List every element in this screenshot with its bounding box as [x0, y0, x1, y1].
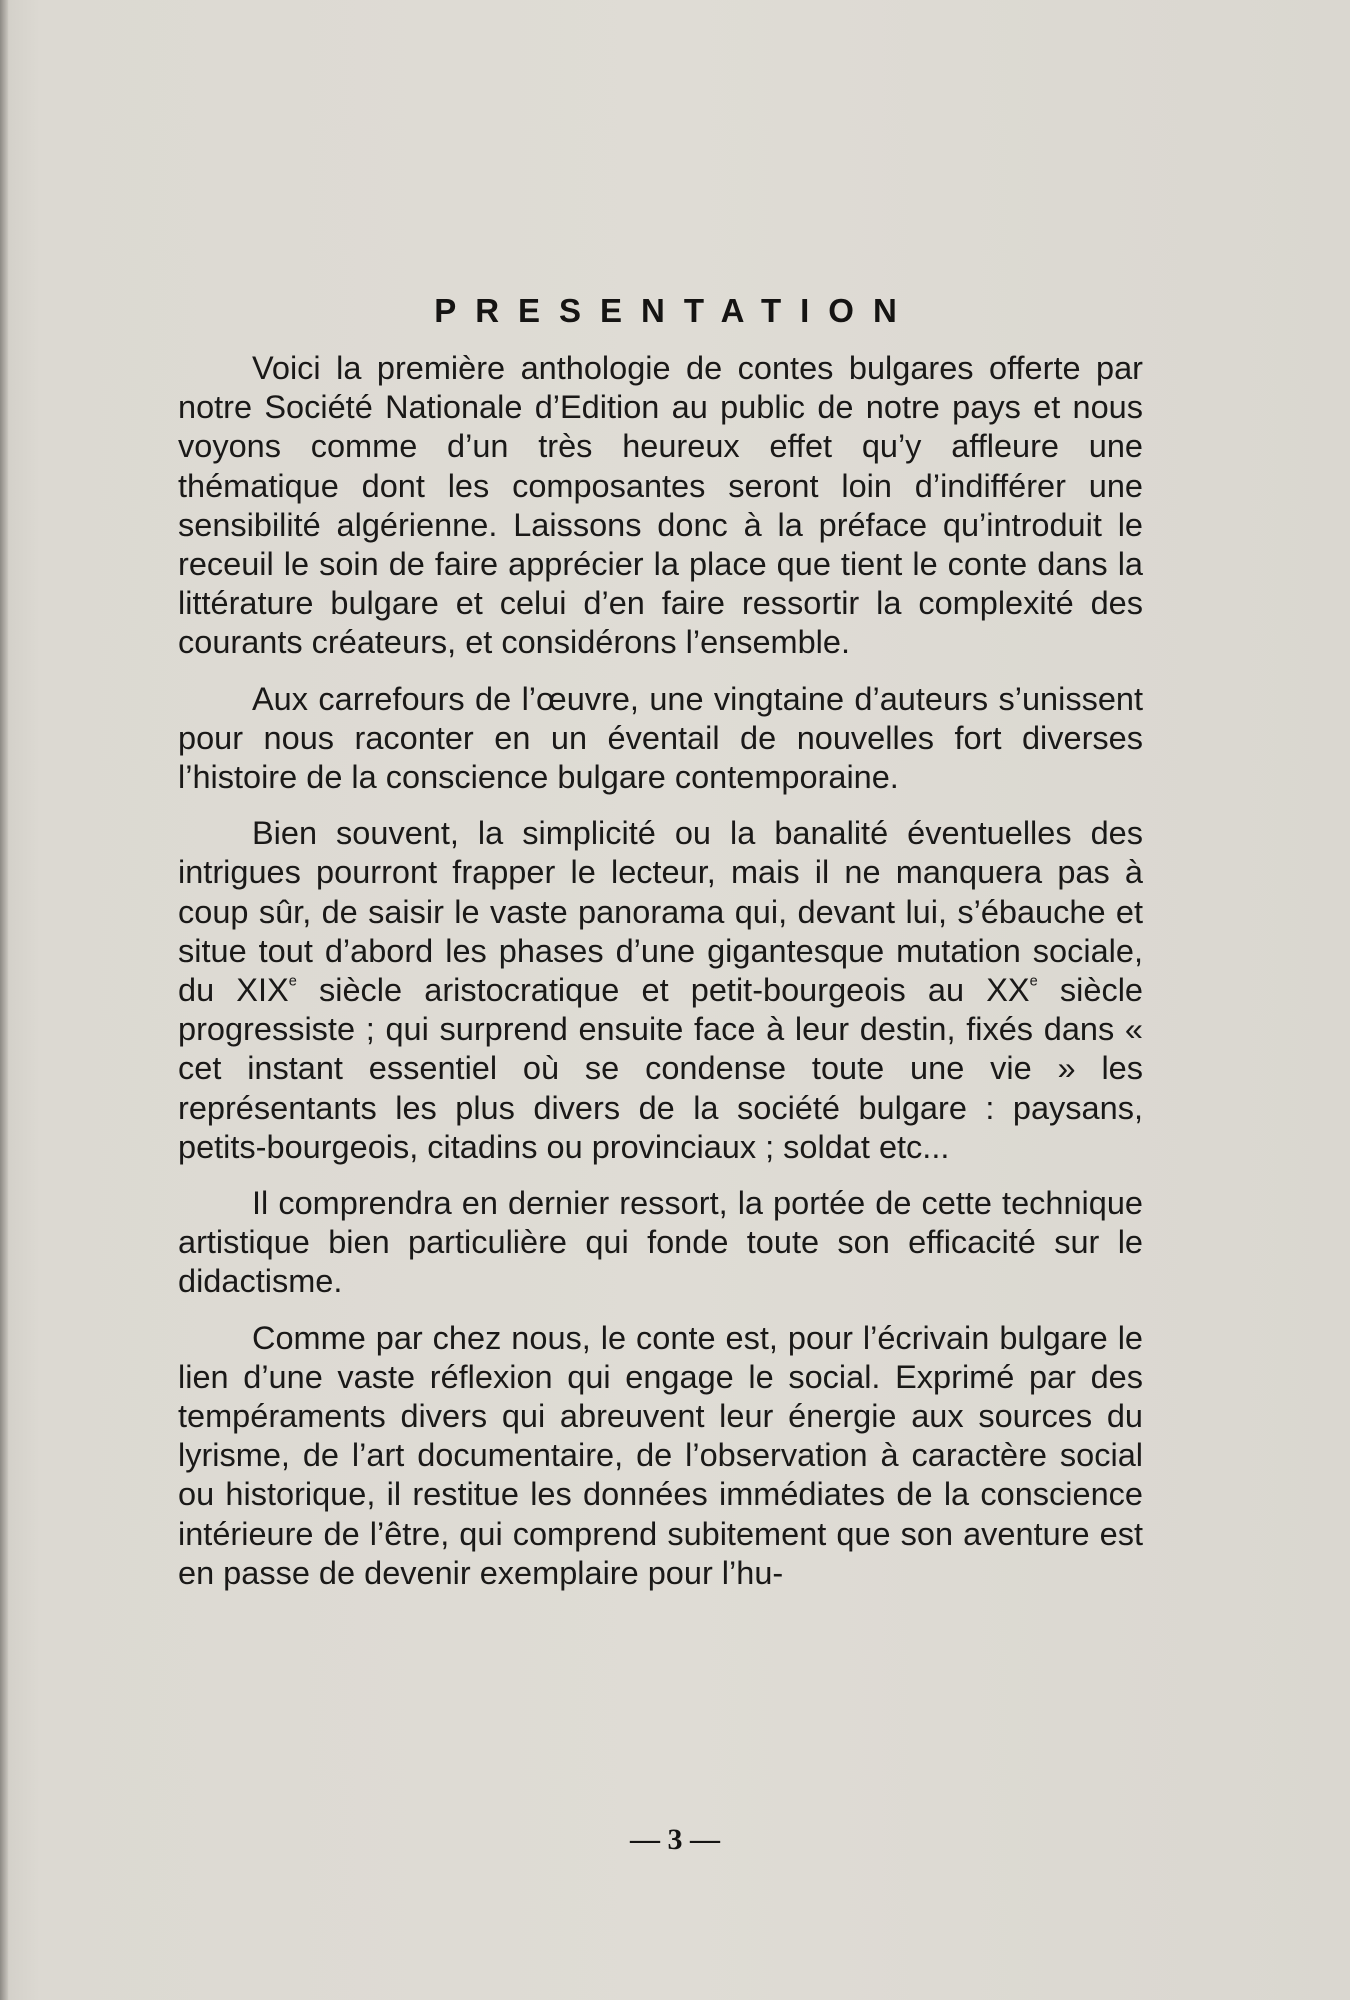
paragraph: Aux carrefours de l’œuvre, une vingtaine d’auteurs s’unissent pour nous raconter en un éventail de nouvelles fort diverses l’histoire de la conscience bulgare contemporaine.: [178, 680, 1143, 796]
superscript: e: [288, 973, 297, 990]
paragraph-segment: Bien souvent, la simplicité ou la banalité éventuelles des intrigues pourront frapper le lecteur, mais il ne manquera pas à coup sûr, de saisir le vaste panorama qui, devant lui, s’ébauche et situe tout d’abord les phases d’une gigantesque mutation sociale, du XIX: [178, 815, 1143, 1009]
paragraph-segment: siècle aristocratique et petit-bourgeois au XX: [296, 972, 1030, 1009]
paragraph: Il comprendra en dernier ressort, la portée de cette technique artistique bien particulière qui fonde toute son efficacité sur le didactisme.: [178, 1185, 1143, 1300]
superscript: e: [1029, 973, 1038, 990]
page-title: PRESENTATION: [434, 292, 916, 330]
page-number: — 3 —: [630, 1823, 720, 1856]
paragraph-segment: siècle progressiste ; qui surprend ensuite face à leur destin, fixés dans « cet instant essentiel où se condense toute une vie » les représentants les plus divers de la société bulgare : paysans, petits-bourgeois, citadins ou provinciaux ; soldat etc...: [178, 972, 1144, 1165]
paragraph: Voici la première anthologie de contes bulgares offerte par notre Société Nationale d’Edition au public de notre pays et nous voyons comme d’un très heureux effet qu’y affleure une thématique dont les composantes seront loin d’indifférer une sensibilité algérienne. Laissons donc à la préface qu’introduit le receuil le soin de faire apprécier la place que tient le conte dans la littérature bulgare et celui d’en faire ressortir la complexité des courants créateurs, et considérons l’ensemble.: [178, 350, 1143, 661]
body-text: [178, 349, 1143, 1593]
paragraph: [178, 814, 1143, 1167]
paragraph: Comme par chez nous, le conte est, pour l’écrivain bulgare le lien d’une vaste réflexion qui engage le social. Exprimé par des tempéraments divers qui abreuvent leur énergie aux sources du lyrisme, de l’art documentaire, de l’observation à caractère social ou historique, il restitue les données immédiates de la conscience intérieure de l’être, qui comprend subitement que son aventure est en passe de devenir exemplaire pour l’hu-: [178, 1319, 1143, 1591]
